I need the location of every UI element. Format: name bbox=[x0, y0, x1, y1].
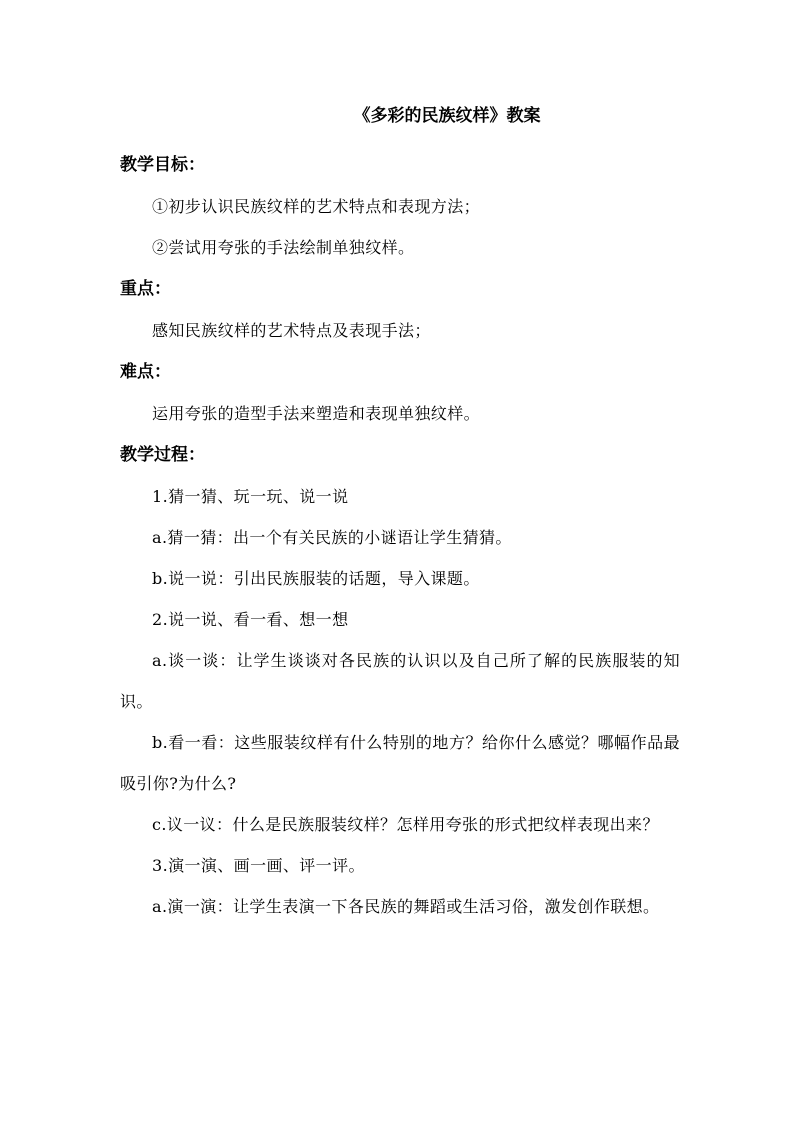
step-1a: a.猜一猜：出一个有关民族的小谜语让学生猜猜。 bbox=[152, 528, 512, 547]
step-1b: b.说一说：引出民族服装的话题，导入课题。 bbox=[152, 569, 480, 588]
key-point-text: 感知民族纹样的艺术特点及表现手法； bbox=[152, 321, 431, 340]
process-heading: 教学过程： bbox=[120, 445, 205, 465]
difficulty-text: 运用夸张的造型手法来塑造和表现单独纹样。 bbox=[152, 404, 481, 423]
objectives-heading: 教学目标： bbox=[120, 155, 205, 175]
step-1: 1.猜一猜、玩一玩、说一说 bbox=[152, 487, 349, 506]
document-body bbox=[120, 144, 680, 927]
objective-1: ①初步认识民族纹样的艺术特点和表现方法； bbox=[152, 197, 481, 216]
step-2b: b.看一看：这些服装纹样有什么特别的地方？给你什么感觉？哪幅作品最吸引你?为什么? bbox=[120, 733, 680, 793]
step-2: 2.说一说、看一看、想一想 bbox=[152, 610, 349, 629]
document-title: 《多彩的民族纹样》教案 bbox=[353, 106, 541, 126]
key-point-heading: 重点： bbox=[120, 279, 171, 299]
step-3a: a.演一演：让学生表演一下各民族的舞蹈或生活习俗，激发创作联想。 bbox=[152, 897, 660, 916]
objective-2: ②尝试用夸张的手法绘制单独纹样。 bbox=[152, 238, 415, 257]
step-2a: a.谈一谈：让学生谈谈对各民族的认识以及自己所了解的民族服装的知识。 bbox=[120, 651, 680, 711]
difficulty-heading: 难点： bbox=[120, 362, 171, 382]
step-2c: c.议一议：什么是民族服装纹样？怎样用夸张的形式把纹样表现出来？ bbox=[152, 815, 659, 834]
step-3: 3.演一演、画一画、评一评。 bbox=[152, 856, 365, 875]
